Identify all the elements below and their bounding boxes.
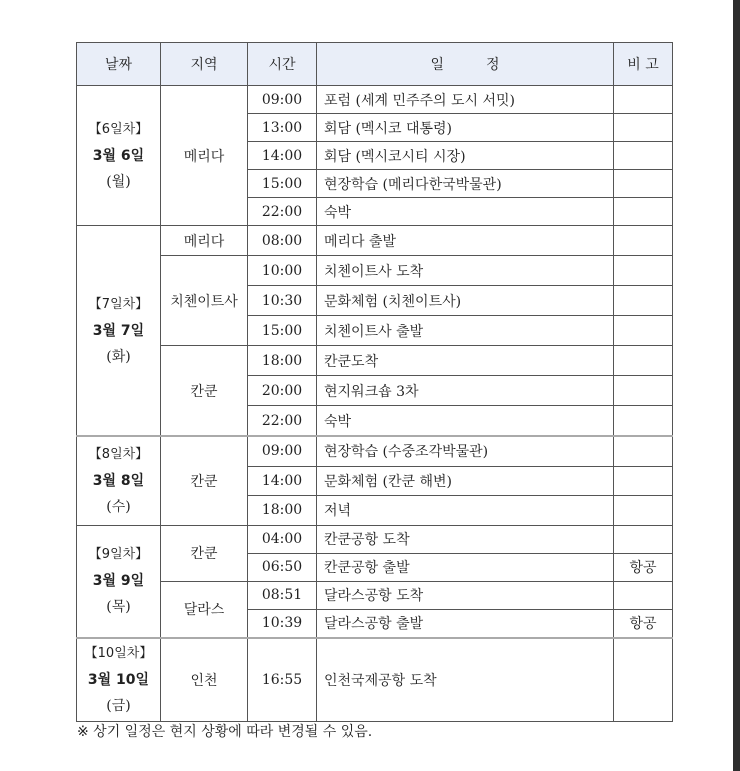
day-cell bbox=[77, 638, 161, 722]
day-label: 【6일차】 bbox=[88, 121, 149, 137]
time-cell: 14:00 bbox=[248, 466, 317, 496]
time-cell: 09:00 bbox=[248, 436, 317, 466]
note-cell bbox=[614, 226, 673, 256]
note-cell bbox=[614, 316, 673, 346]
header-region: 지역 bbox=[161, 43, 248, 86]
time-cell: 08:00 bbox=[248, 226, 317, 256]
schedule-cell: 칸쿤도착 bbox=[317, 346, 614, 376]
time-cell: 22:00 bbox=[248, 198, 317, 226]
note-cell bbox=[614, 346, 673, 376]
date-label: 3월 8일 bbox=[92, 472, 145, 489]
note-cell bbox=[614, 198, 673, 226]
note-cell bbox=[614, 436, 673, 466]
region-cell: 인천 bbox=[161, 638, 248, 722]
weekday-label: (수) bbox=[106, 498, 131, 515]
time-cell: 15:00 bbox=[248, 170, 317, 198]
schedule-cell: 현지워크숍 3차 bbox=[317, 376, 614, 406]
region-cell: 메리다 bbox=[161, 226, 248, 256]
day-label: 【10일차】 bbox=[84, 645, 153, 661]
time-cell: 10:00 bbox=[248, 256, 317, 286]
note-cell bbox=[614, 170, 673, 198]
region-cell: 치첸이트사 bbox=[161, 256, 248, 346]
note-cell bbox=[614, 525, 673, 553]
schedule-cell: 칸쿤공항 도착 bbox=[317, 525, 614, 553]
day-label: 【8일차】 bbox=[88, 446, 149, 462]
header-time: 시간 bbox=[248, 43, 317, 86]
time-cell: 18:00 bbox=[248, 496, 317, 526]
time-cell: 22:00 bbox=[248, 406, 317, 437]
schedule-cell: 달라스공항 도착 bbox=[317, 581, 614, 609]
footnote: ※ 상기 일정은 현지 상황에 따라 변경될 수 있음. bbox=[77, 724, 373, 740]
note-cell bbox=[614, 256, 673, 286]
note-cell: 항공 bbox=[614, 553, 673, 581]
time-cell: 14:00 bbox=[248, 142, 317, 170]
schedule-cell: 현장학습 (메리다한국박물관) bbox=[317, 170, 614, 198]
note-cell bbox=[614, 496, 673, 526]
schedule-cell: 현장학습 (수중조각박물관) bbox=[317, 436, 614, 466]
day-label: 【9일차】 bbox=[88, 547, 149, 562]
time-cell: 15:00 bbox=[248, 316, 317, 346]
day-cell bbox=[77, 436, 161, 525]
day-cell bbox=[77, 525, 161, 638]
schedule-cell: 회담 (멕시코시티 시장) bbox=[317, 142, 614, 170]
time-cell: 13:00 bbox=[248, 114, 317, 142]
region-cell: 칸쿤 bbox=[161, 346, 248, 437]
region-cell: 메리다 bbox=[161, 86, 248, 226]
note-cell bbox=[614, 466, 673, 496]
table-row bbox=[77, 436, 673, 466]
time-cell: 18:00 bbox=[248, 346, 317, 376]
table-row bbox=[77, 525, 673, 553]
region-cell: 달라스 bbox=[161, 581, 248, 638]
day-cell bbox=[77, 86, 161, 226]
schedule-cell: 문화체험 (칸쿤 해변) bbox=[317, 466, 614, 496]
time-cell: 08:51 bbox=[248, 581, 317, 609]
note-cell bbox=[614, 406, 673, 437]
time-cell: 06:50 bbox=[248, 553, 317, 581]
table-row bbox=[77, 346, 673, 376]
date-label: 3월 7일 bbox=[92, 322, 145, 339]
weekday-label: (금) bbox=[106, 697, 131, 714]
schedule-cell: 회담 (멕시코 대통령) bbox=[317, 114, 614, 142]
day-cell bbox=[77, 226, 161, 437]
schedule-cell: 문화체험 (치첸이트사) bbox=[317, 286, 614, 316]
header-schedule: 일 정 bbox=[317, 43, 614, 86]
schedule-cell: 포럼 (세계 민주주의 도시 서밋) bbox=[317, 86, 614, 114]
schedule-cell: 칸쿤공항 출발 bbox=[317, 553, 614, 581]
time-cell: 16:55 bbox=[248, 638, 317, 722]
table-row bbox=[77, 226, 673, 256]
schedule-cell: 치첸이트사 도착 bbox=[317, 256, 614, 286]
region-cell: 칸쿤 bbox=[161, 525, 248, 581]
note-cell bbox=[614, 376, 673, 406]
header-row bbox=[77, 43, 673, 86]
weekday-label: (월) bbox=[106, 173, 131, 190]
note-cell bbox=[614, 142, 673, 170]
weekday-label: (목) bbox=[106, 599, 131, 615]
schedule-cell: 달라스공항 출발 bbox=[317, 609, 614, 638]
schedule-cell: 인천국제공항 도착 bbox=[317, 638, 614, 722]
date-label: 3월 6일 bbox=[92, 147, 145, 164]
note-cell bbox=[614, 286, 673, 316]
table-row bbox=[77, 581, 673, 609]
schedule-cell: 숙박 bbox=[317, 198, 614, 226]
note-cell bbox=[614, 638, 673, 722]
schedule-table bbox=[76, 42, 673, 722]
note-cell bbox=[614, 114, 673, 142]
note-cell bbox=[614, 581, 673, 609]
weekday-label: (화) bbox=[106, 348, 131, 365]
table-row bbox=[77, 256, 673, 286]
region-cell: 칸쿤 bbox=[161, 436, 248, 525]
time-cell: 20:00 bbox=[248, 376, 317, 406]
note-cell: 항공 bbox=[614, 609, 673, 638]
schedule-cell: 치첸이트사 출발 bbox=[317, 316, 614, 346]
schedule-cell: 메리다 출발 bbox=[317, 226, 614, 256]
time-cell: 04:00 bbox=[248, 525, 317, 553]
schedule-cell: 숙박 bbox=[317, 406, 614, 437]
day-label: 【7일차】 bbox=[88, 296, 149, 312]
note-cell bbox=[614, 86, 673, 114]
window-edge-bar bbox=[733, 0, 740, 771]
table-row bbox=[77, 638, 673, 722]
date-label: 3월 9일 bbox=[92, 573, 145, 589]
time-cell: 10:39 bbox=[248, 609, 317, 638]
header-date: 날짜 bbox=[77, 43, 161, 86]
header-note: 비 고 bbox=[614, 43, 673, 86]
table-row bbox=[77, 86, 673, 114]
date-label: 3월 10일 bbox=[87, 671, 150, 688]
time-cell: 10:30 bbox=[248, 286, 317, 316]
time-cell: 09:00 bbox=[248, 86, 317, 114]
schedule-cell: 저녁 bbox=[317, 496, 614, 526]
